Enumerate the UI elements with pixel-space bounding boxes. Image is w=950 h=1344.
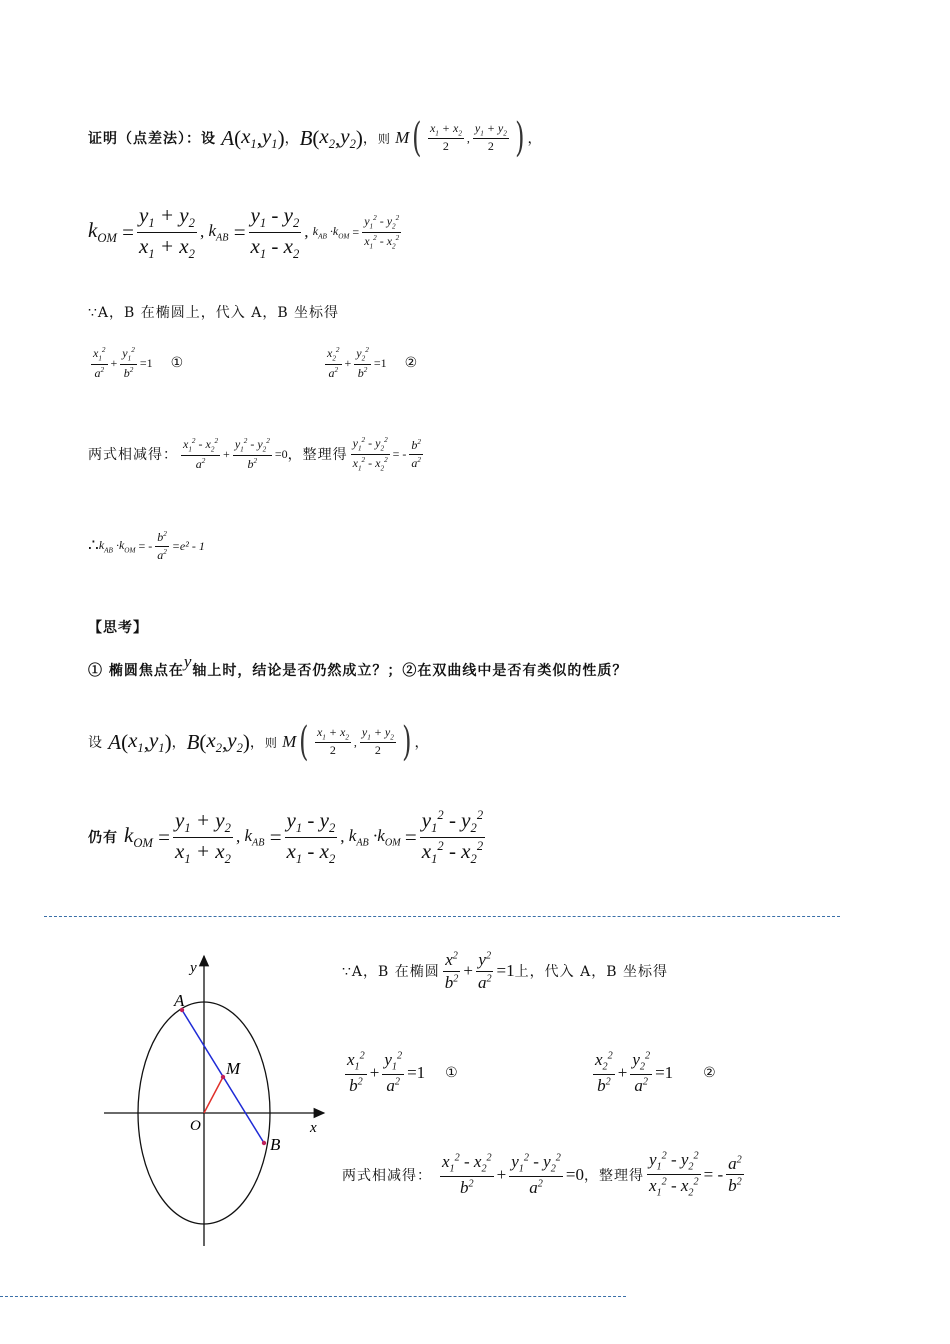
proof-intro-line: 证明（点差法）：设 A ( $x_1$ , $y_1$ ) ， B ( $x_2$ , $y_2$ ) ， 则 M ( $\frac{x_1 + x_2}{2}$ , $\frac{y_1 + y_2}{2}$ ) ， bbox=[88, 115, 543, 161]
k-om-fraction: $\frac{y_1 + y_2}{x_1 + x_2}$ bbox=[139, 203, 195, 261]
label-M: M bbox=[226, 1059, 241, 1078]
thinking-heading: 【思考】 bbox=[88, 620, 148, 636]
k-product-fraction: $\frac{y_1^2 - y_2^2}{x_1^2 - x_2^2}$ bbox=[364, 213, 400, 251]
label-x: x bbox=[310, 1120, 317, 1136]
segment-OM bbox=[204, 1077, 223, 1113]
k-product: $k_{AB} \cdot k_{OM}$ bbox=[312, 223, 350, 241]
because-line: ∵A，B 在椭圆上，代入 A，B 坐标得 bbox=[88, 305, 340, 321]
box-subtraction-line: 两式相减得： $\frac{x_1^2 - x_2^2}{b^2}$ + $\frac{y_1^2 - y_2^2}{a^2}$ =0 ，整理得 $\frac{y_1^2 - y_2^2}{x_1^2 - x_2^2}$ = - $\frac{a^2}{b^2}$ bbox=[342, 1150, 742, 1199]
point-B: B bbox=[299, 125, 313, 150]
point-A: A bbox=[216, 125, 235, 150]
label-B: B bbox=[270, 1135, 281, 1154]
proof-intro-text: 证明（点差法）：设 bbox=[88, 131, 216, 147]
k-ab-fraction: $\frac{y_1 - y_2}{x_1 - x_2}$ bbox=[250, 203, 300, 261]
point-M-dot bbox=[221, 1075, 225, 1079]
still-slopes-line: 仍有 $k_{OM}$ = $\frac{y_1 + y_2}{x_1 + x_2}$ , $k_{AB}$ = $\frac{y_1 - y_2}{x_1 - x_2}$ , $k_{AB} \cdot k_{OM}$ = $\frac{y_1^2 - y_2^2}{x_1^2 - x_2^2}$ bbox=[88, 808, 484, 866]
label-O: O bbox=[190, 1118, 201, 1134]
box-because-line: ∵A，B 在椭圆 $\frac{x^2}{b^2}$ + $\frac{y^2}{a^2}$ =1 上，代入 A，B 坐标得 bbox=[342, 950, 668, 992]
box-equation-1: $\frac{x_1^2}{b^2}$ + $\frac{y_1^2}{a^2}$ =1 ① bbox=[347, 1050, 458, 1096]
ellipse-figure bbox=[96, 950, 336, 1250]
equation-2: $\frac{x_2^2}{a^2}$ + $\frac{y_2^2}{b^2}$ =1 ② bbox=[327, 346, 418, 380]
then-text: 则 bbox=[377, 131, 391, 146]
label-A: A bbox=[174, 991, 185, 1010]
dashed-separator-top bbox=[44, 916, 840, 917]
dashed-separator-bottom bbox=[0, 1296, 626, 1297]
k-om: $k_{OM}$ bbox=[88, 218, 117, 246]
label-y: y bbox=[190, 960, 197, 976]
point-B-dot bbox=[262, 1141, 266, 1145]
box-equation-2: $\frac{x_2^2}{b^2}$ + $\frac{y_2^2}{a^2}$ =1 ② bbox=[595, 1050, 716, 1096]
conclusion-line: ∴ $k_{AB} \cdot k_{OM}$ = - $\frac{b^2}{a^2}$ =e² - 1 bbox=[88, 530, 205, 562]
midpoint-x-fraction: $\frac{x_1 + x_2}{2}$ bbox=[429, 120, 462, 154]
subtraction-line: 两式相减得： $\frac{x_1^2 - x_2^2}{a^2}$ + $\frac{y_1^2 - y_2^2}{b^2}$ =0 ，整理得 $\frac{y_1^2 - y_2^2}{x_1^2 - x_2^2}$ = - $\frac{b^2}{a^2}$ bbox=[88, 436, 422, 473]
k-ab: $k_{AB}$ bbox=[208, 220, 229, 244]
set-points-line: 设 A ( $x_1$ , $y_1$ ) ， B ( $x_2$ , $y_2$ ) ， 则 M ( $\frac{x_1 + x_2}{2}$ , $\frac{y_1 + y_2}{2}$ ) ， bbox=[88, 719, 430, 765]
point-M: M bbox=[390, 128, 410, 147]
equation-1: $\frac{x_1^2}{a^2}$ + $\frac{y_1^2}{b^2}$ =1 ① bbox=[93, 346, 184, 380]
midpoint-y-fraction: $\frac{y_1 + y_2}{2}$ bbox=[474, 120, 507, 154]
thinking-question: ① 椭圆焦点在 y 轴上时，结论是否仍然成立？；②在双曲线中是否有类似的性质？ bbox=[88, 652, 628, 679]
slopes-line: $k_{OM}$ = $\frac{y_1 + y_2}{x_1 + x_2}$ , $k_{AB}$ = $\frac{y_1 - y_2}{x_1 - x_2}$ , $k_{AB} \cdot k_{OM}$ = $\frac{y_1^2 - y_2^2}{x_1^2 - x_2^2}$ bbox=[88, 203, 400, 261]
